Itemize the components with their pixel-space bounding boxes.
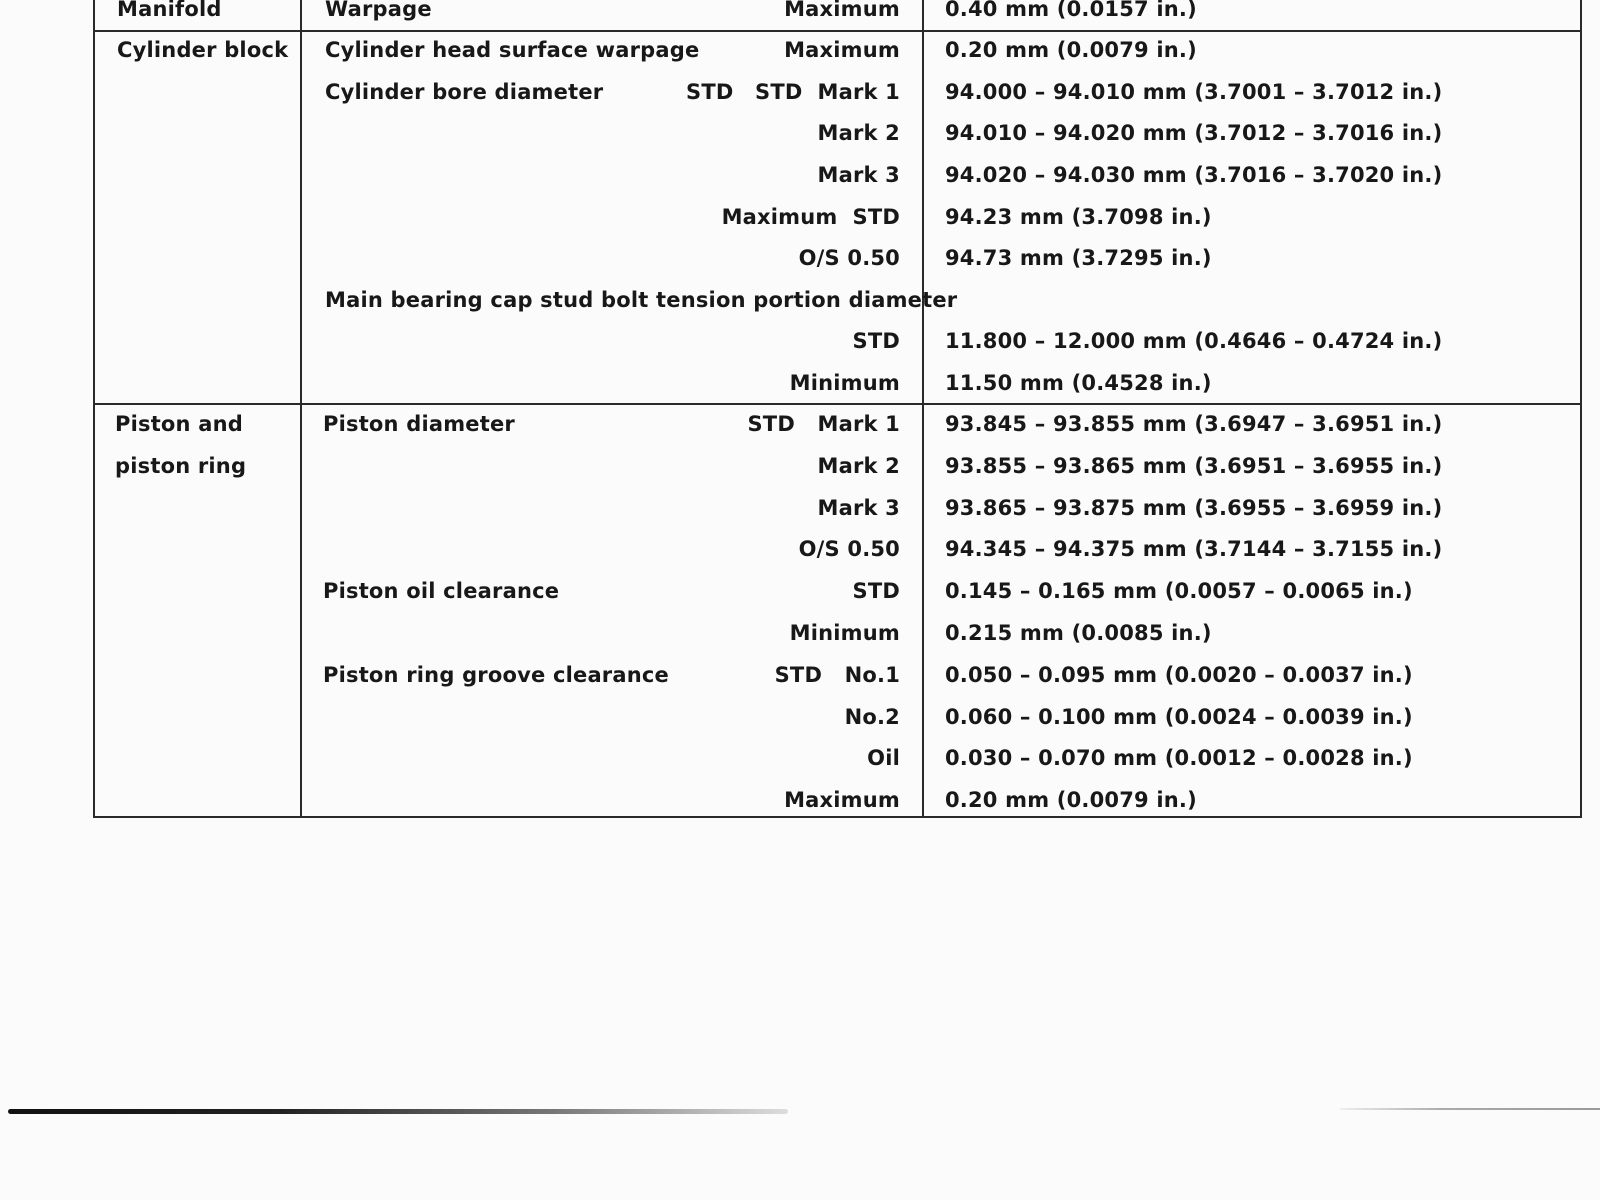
spec-qualifier: Minimum xyxy=(789,621,900,645)
page-footer-rule xyxy=(8,1109,788,1114)
section-label-cylinder-block: Cylinder block xyxy=(117,38,289,62)
spec-qualifier-std: STD xyxy=(755,80,803,104)
spec-qualifier: Mark 2 xyxy=(817,121,900,145)
spec-value: 94.010 – 94.020 mm (3.7012 – 3.7016 in.) xyxy=(945,121,1443,145)
spec-value: 94.73 mm (3.7295 in.) xyxy=(945,246,1212,270)
item-cylinder-bore-diameter: Cylinder bore diameter xyxy=(325,80,604,104)
spec-value: 94.23 mm (3.7098 in.) xyxy=(945,205,1212,229)
spec-value: 0.40 mm (0.0157 in.) xyxy=(945,0,1197,21)
spec-value: 0.030 – 0.070 mm (0.0012 – 0.0028 in.) xyxy=(945,746,1413,770)
spec-value: 93.845 – 93.855 mm (3.6947 – 3.6951 in.) xyxy=(945,412,1443,436)
spec-value: 94.020 – 94.030 mm (3.7016 – 3.7020 in.) xyxy=(945,163,1443,187)
spec-value: 11.50 mm (0.4528 in.) xyxy=(945,371,1212,395)
spec-value: 0.145 – 0.165 mm (0.0057 – 0.0065 in.) xyxy=(945,579,1413,603)
spec-value: 0.20 mm (0.0079 in.) xyxy=(945,38,1197,62)
spec-qualifier: Mark 3 xyxy=(817,163,900,187)
spec-value: 11.800 – 12.000 mm (0.4646 – 0.4724 in.) xyxy=(945,329,1443,353)
spec-qualifier: Maximum xyxy=(784,38,900,62)
spec-value: 0.215 mm (0.0085 in.) xyxy=(945,621,1212,645)
spec-qualifier: Mark 1 xyxy=(817,80,900,104)
item-main-bearing-cap-stud-bolt: Main bearing cap stud bolt tension portion diameter xyxy=(325,288,958,312)
spec-value: 0.20 mm (0.0079 in.) xyxy=(945,788,1197,812)
spec-value: 93.865 – 93.875 mm (3.6955 – 3.6959 in.) xyxy=(945,496,1443,520)
item-warpage: Warpage xyxy=(325,0,432,21)
column-divider-1 xyxy=(300,0,302,818)
section-label-piston: Piston and xyxy=(115,412,243,436)
spec-value: 93.855 – 93.865 mm (3.6951 – 3.6955 in.) xyxy=(945,454,1443,478)
spec-qualifier: STD xyxy=(852,329,900,353)
spec-qualifier: O/S 0.50 xyxy=(798,246,900,270)
spec-value: 94.000 – 94.010 mm (3.7001 – 3.7012 in.) xyxy=(945,80,1443,104)
spec-qualifier: Oil xyxy=(867,746,900,770)
row-divider-cylinder-block xyxy=(93,403,1582,405)
item-piston-ring-groove-clearance: Piston ring groove clearance xyxy=(323,663,669,687)
spec-qualifier: STD xyxy=(852,579,900,603)
item-cylinder-head-surface-warpage: Cylinder head surface warpage xyxy=(325,38,700,62)
item-piston-diameter: Piston diameter xyxy=(323,412,515,436)
column-divider-2 xyxy=(922,0,924,818)
section-label-piston-ring: piston ring xyxy=(115,454,247,478)
spec-qualifier-std: STD xyxy=(686,80,734,104)
spec-qualifier: Maximum STD xyxy=(721,205,900,229)
spec-qualifier: Maximum xyxy=(784,788,900,812)
spec-qualifier: Minimum xyxy=(789,371,900,395)
page-footer-rule-right xyxy=(1340,1108,1600,1110)
spec-value: 0.060 – 0.100 mm (0.0024 – 0.0039 in.) xyxy=(945,705,1413,729)
spec-qualifier: No.2 xyxy=(844,705,900,729)
spec-qualifier: O/S 0.50 xyxy=(798,537,900,561)
spec-qualifier: STD Mark 1 xyxy=(747,412,900,436)
section-label-manifold: Manifold xyxy=(117,0,222,21)
spec-value: 94.345 – 94.375 mm (3.7144 – 3.7155 in.) xyxy=(945,537,1443,561)
spec-qualifier: STD No.1 xyxy=(774,663,900,687)
spec-qualifier: Maximum xyxy=(784,0,900,21)
row-divider-manifold xyxy=(93,30,1582,32)
spec-qualifier: Mark 2 xyxy=(817,454,900,478)
spec-qualifier: Mark 3 xyxy=(817,496,900,520)
spec-value: 0.050 – 0.095 mm (0.0020 – 0.0037 in.) xyxy=(945,663,1413,687)
item-piston-oil-clearance: Piston oil clearance xyxy=(323,579,560,603)
